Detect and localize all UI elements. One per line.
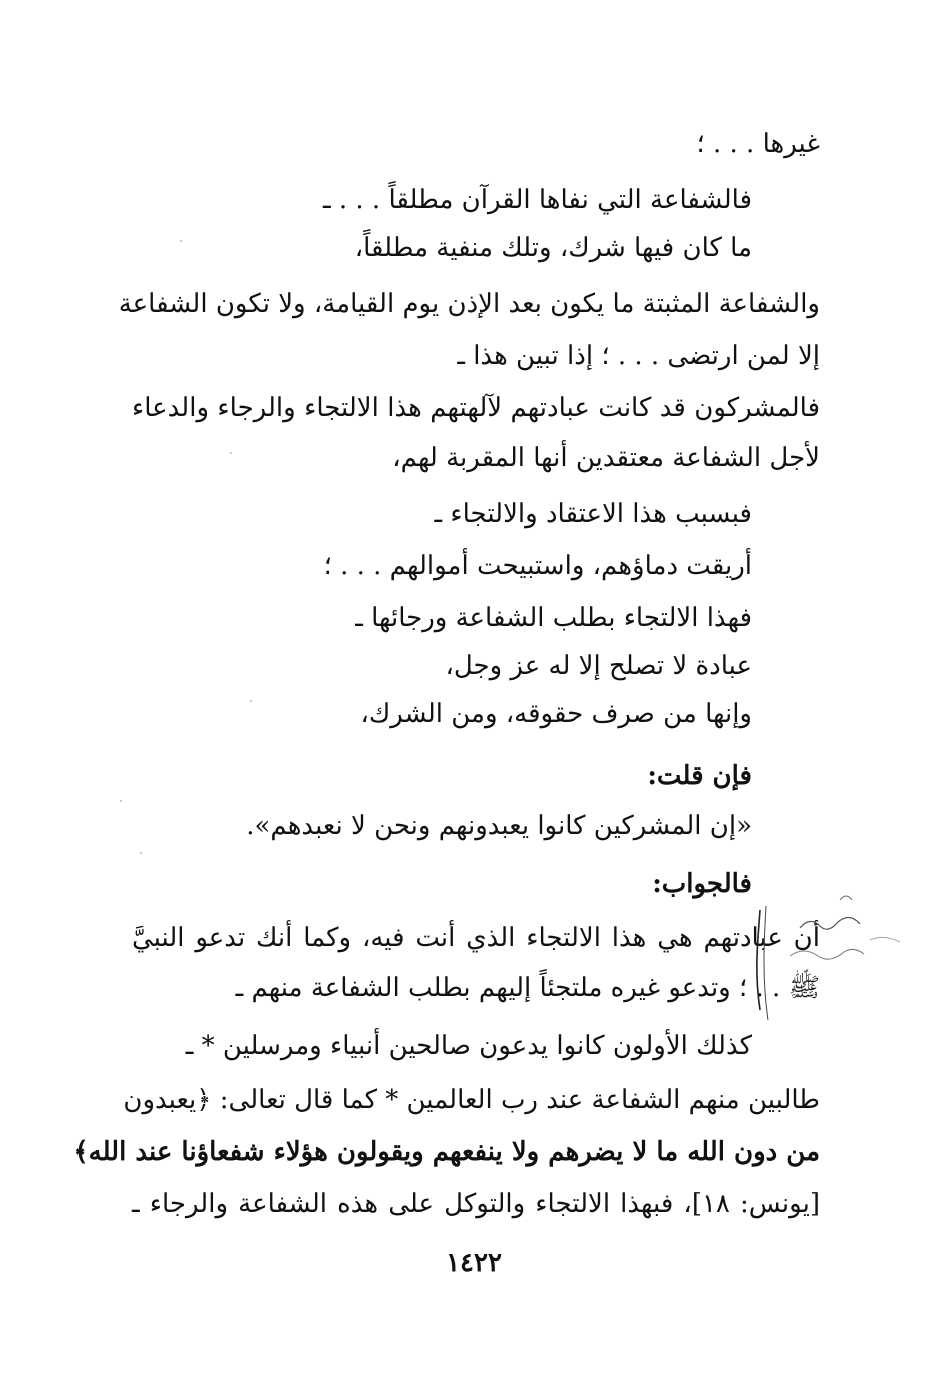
text-line-2: فالشفاعة التي نفاها القرآن مطلقاً . . . ـ	[322, 185, 752, 215]
text-line-21: [يونس: ١٨]، فبهذا الالتجاء والتوكل على هذه الشفاعة والرجاء ـ	[132, 1189, 820, 1219]
text-line-9: أريقت دماؤهم، واستبيحت أموالهم . . . ؛	[323, 551, 752, 581]
text-line-10: فهذا الالتجاء بطلب الشفاعة ورجائها ـ	[355, 603, 752, 633]
question-heading: فإن قلت:	[647, 761, 752, 791]
text-line-17: ﷺ . . ؛ وتدعو غيره ملتجئاً إليهم بطلب الشفاعة منهم ـ	[235, 973, 820, 1003]
text-line-19: طالبين منهم الشفاعة عند رب العالمين * كما قال تعالى: ﴿يعبدون	[123, 1085, 820, 1115]
text-line-18: كذلك الأولون كانوا يدعون صالحين أنبياء ومرسلين * ـ	[185, 1031, 752, 1061]
text-line-8: فبسبب هذا الاعتقاد والالتجاء ـ	[434, 499, 752, 529]
text-line-16: أن عبادتهم هي هذا الالتجاء الذي أنت فيه، وكما أنك تدعو النبيَّ	[132, 923, 820, 953]
paper-speck	[140, 852, 142, 854]
text-line-11: عبادة لا تصلح إلا له عز وجل،	[445, 651, 752, 681]
text-line-1: غيرها . . . ؛	[696, 129, 820, 159]
paper-speck	[230, 452, 232, 454]
text-line-3: ما كان فيها شرك، وتلك منفية مطلقاً،	[354, 233, 752, 263]
paper-speck	[180, 240, 182, 242]
text-line-7: لأجل الشفاعة معتقدين أنها المقربة لهم،	[392, 443, 820, 473]
paper-speck	[250, 700, 252, 702]
text-line-6: فالمشركون قد كانت عبادتهم لآلهتهم هذا الالتجاء والرجاء والدعاء	[132, 393, 820, 423]
page-number: ١٤٢٢	[446, 1248, 502, 1278]
text-line-4: والشفاعة المثبتة ما يكون بعد الإذن يوم القيامة، ولا تكون الشفاعة	[118, 289, 820, 319]
text-line-12: وإنها من صرف حقوقه، ومن الشرك،	[360, 699, 752, 729]
answer-heading: فالجواب:	[652, 869, 752, 899]
handwritten-margin-note	[720, 880, 930, 1030]
text-line-14: «إن المشركين كانوا يعبدونهم ونحن لا نعبدهم».	[246, 811, 752, 841]
paper-speck	[120, 800, 122, 802]
text-line-5: إلا لمن ارتضى . . . ؛ إذا تبين هذا ـ	[457, 341, 820, 371]
text-line-20: من دون الله ما لا يضرهم ولا ينفعهم ويقولون هؤلاء شفعاؤنا عند الله﴾	[73, 1137, 820, 1167]
